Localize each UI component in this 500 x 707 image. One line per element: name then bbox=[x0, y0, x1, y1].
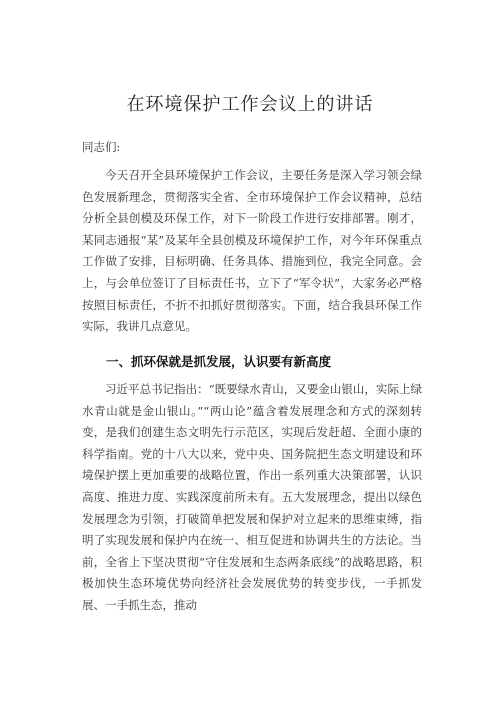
body-paragraph: 今天召开全县环境保护工作会议，主要任务是深入学习领会绿色发展新理念，贯彻落实全省、全市环境保护工作会议精神，总结分析全县创模及环保工作，对下一阶段工作进行安排部署。刚才，某同志通报“某”及某年全县创模及环境保护工作，对今年环保重点工作做了安排，目标明确、任务具体、措施到位，我完全同意。会上，与会单位签订了目标责任书，立下了“军令状”，大家务必严格按照目标责任，不折不扣抓好贯彻落实。下面，结合我县环保工作实际，我讲几点意见。 bbox=[82, 168, 422, 334]
salutation: 同志们: bbox=[82, 140, 121, 154]
document-title: 在环境保护工作会议上的讲话 bbox=[126, 94, 374, 115]
section-heading: 一、抓环保就是抓发展，认识要有新高度 bbox=[106, 354, 332, 369]
section-paragraph: 习近平总书记指出：“既要绿水青山，又要金山银山，实际上绿水青山就是金山银山。”“两山论”蕴含着发展理念和方式的深刻转变，是我们创建生态文明先行示范区，实现后发赶超、全面小康的科学指南。党的十八大以来，党中央、国务院把生态文明建设和环境保护摆上更加重要的战略位置，作出一系列重大决策部署，认识高度、推进力度、实践深度前所未有。五大发展理念，提出以绿色发展理念为引领，打破简单把发展和保护对立起来的思维束缚，指明了实现发展和保护内在统一、相互促进和协调共生的方法论。当前，全省上下坚决贯彻“守住发展和生态两条底线”的战略思路，积极加快生态环境优势向经济社会发展优势的转变步伐，一手抓发展、一手抓生态，推动 bbox=[82, 382, 422, 612]
